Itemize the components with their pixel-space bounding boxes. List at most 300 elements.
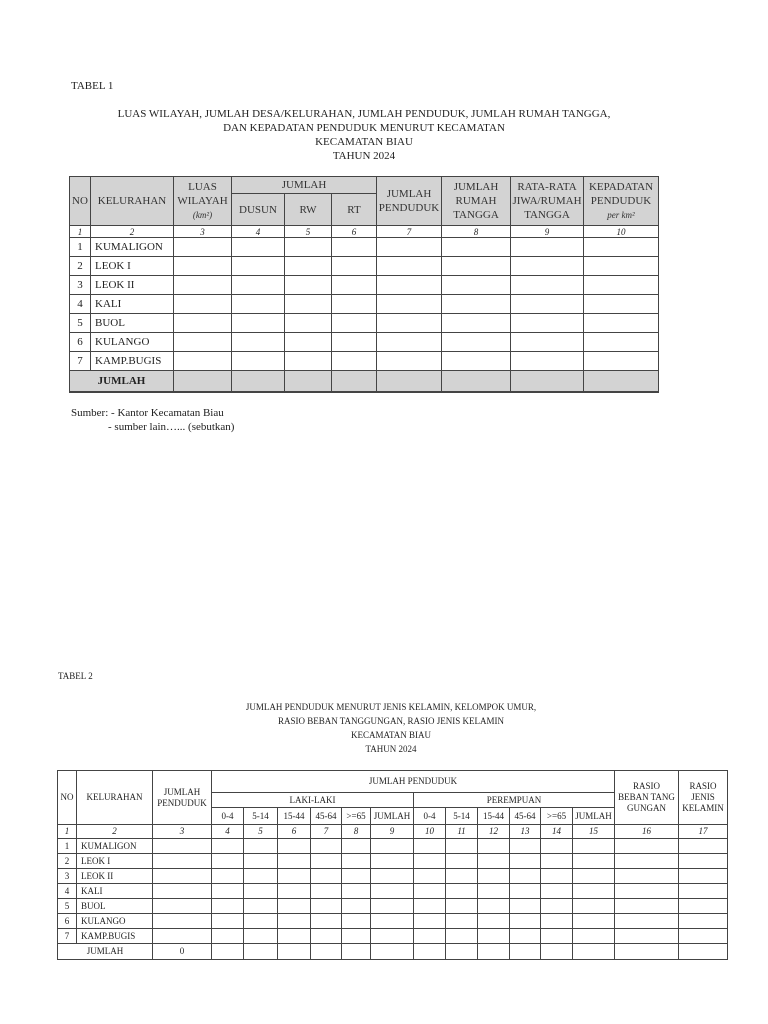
t2-cell [371, 914, 414, 929]
t2-cell [212, 944, 244, 960]
t2-col-number: 2 [77, 825, 153, 839]
t2-total-penduduk: 0 [153, 944, 212, 960]
t1-header-rumah-line: RUMAH [455, 195, 497, 207]
t2-cell [342, 944, 371, 960]
t1-header-rata-line: TANGGA [524, 209, 570, 221]
t2-col-number: 4 [212, 825, 244, 839]
t2-header-perempuan: PEREMPUAN [414, 793, 615, 808]
t1-header-jumlah: JUMLAH [232, 177, 377, 194]
t1-cell [511, 238, 584, 257]
t1-cell [377, 276, 442, 295]
t2-cell [212, 899, 244, 914]
t2-cell [212, 884, 244, 899]
t1-header-rumah-line: TANGGA [453, 209, 499, 221]
t1-col-number: 2 [91, 226, 174, 238]
t2-age-perempuan: 0-4 [414, 808, 446, 825]
table-row [58, 914, 728, 929]
t1-cell [511, 371, 584, 393]
t2-cell [311, 929, 342, 944]
table-row [58, 884, 728, 899]
t2-age-laki: 45-64 [311, 808, 342, 825]
t2-cell [414, 899, 446, 914]
t2-cell [446, 854, 478, 869]
t2-cell [278, 929, 311, 944]
t2-header-laki: LAKI-LAKI [212, 793, 414, 808]
t1-cell [584, 238, 659, 257]
t2-cell [615, 944, 679, 960]
t2-cell [615, 929, 679, 944]
row-number: 4 [58, 884, 77, 899]
t1-cell [232, 371, 285, 393]
t1-header-penduduk-line: PENDUDUK [378, 202, 440, 214]
t1-cell [232, 352, 285, 371]
t1-total-row [70, 371, 659, 393]
t1-total-label: JUMLAH [70, 371, 174, 393]
t1-cell [584, 276, 659, 295]
t2-col-number: 1 [58, 825, 77, 839]
row-number: 6 [58, 914, 77, 929]
t2-cell [414, 854, 446, 869]
t2-cell [278, 854, 311, 869]
t2-age-perempuan: JUMLAH [573, 808, 615, 825]
t2-cell [278, 869, 311, 884]
source-line: Sumber: - Kantor Kecamatan Biau [71, 407, 224, 419]
t1-header-rata [511, 177, 584, 226]
t2-cell [278, 914, 311, 929]
table-row [58, 899, 728, 914]
t2-cell [278, 884, 311, 899]
t2-col-number: 6 [278, 825, 311, 839]
row-number: 1 [70, 238, 91, 257]
t1-header-rt: RT [332, 194, 377, 226]
table-row [58, 839, 728, 854]
t2-col-number: 15 [573, 825, 615, 839]
row-kelurahan: LEOK II [91, 276, 174, 295]
t1-cell [377, 314, 442, 333]
t2-cell [478, 869, 510, 884]
row-kelurahan: LEOK II [77, 869, 153, 884]
t2-cell [679, 944, 728, 960]
t1-header-no: NO [70, 177, 91, 226]
t2-cell [446, 839, 478, 854]
t2-cell [244, 899, 278, 914]
t2-cell [278, 899, 311, 914]
source-note [71, 406, 234, 434]
t1-cell [442, 371, 511, 393]
row-number: 4 [70, 295, 91, 314]
table-row [70, 314, 659, 333]
t2-age-perempuan: 45-64 [510, 808, 541, 825]
t1-header-kepadatan [584, 177, 659, 226]
t2-col-number: 9 [371, 825, 414, 839]
t1-header-rumah [442, 177, 511, 226]
t1-cell [332, 333, 377, 352]
t1-cell [442, 257, 511, 276]
table1-title-line: KECAMATAN BIAU [315, 136, 413, 148]
t2-cell [212, 854, 244, 869]
t1-cell [377, 371, 442, 393]
row-kelurahan: KAMP.BUGIS [91, 352, 174, 371]
t2-cell [371, 884, 414, 899]
table-row [70, 276, 659, 295]
table-row [58, 929, 728, 944]
t2-age-perempuan: 15-44 [478, 808, 510, 825]
t1-header-rata-line: JIWA/RUMAH [512, 195, 582, 207]
t2-cell [446, 944, 478, 960]
t2-cell [541, 839, 573, 854]
t2-cell [573, 944, 615, 960]
t2-cell [153, 869, 212, 884]
t2-header-jp-line: JUMLAH [163, 786, 201, 797]
t2-total-label: JUMLAH [58, 944, 153, 960]
t2-cell [342, 839, 371, 854]
t2-col-number: 12 [478, 825, 510, 839]
t1-col-number: 10 [584, 226, 659, 238]
t2-header-rasio-beban [615, 771, 679, 825]
t2-cell [153, 914, 212, 929]
table-row [70, 352, 659, 371]
table-row [58, 869, 728, 884]
t2-col-number: 16 [615, 825, 679, 839]
table1-title-line: DAN KEPADATAN PENDUDUK MENURUT KECAMATAN [223, 122, 505, 134]
t1-cell [174, 371, 232, 393]
row-number: 6 [70, 333, 91, 352]
t1-cell [332, 276, 377, 295]
t2-cell [414, 884, 446, 899]
t2-header-rjk-line: JENIS [691, 792, 715, 802]
t1-cell [332, 314, 377, 333]
table1-title-line: TAHUN 2024 [332, 150, 396, 162]
t2-col-number: 11 [446, 825, 478, 839]
t1-column-numbers [70, 226, 659, 238]
t2-age-laki: >=65 [342, 808, 371, 825]
t2-cell [615, 839, 679, 854]
table-row [70, 333, 659, 352]
t1-cell [332, 238, 377, 257]
t2-cell [371, 854, 414, 869]
t1-cell [174, 257, 232, 276]
t1-col-number: 7 [377, 226, 442, 238]
t1-cell [285, 276, 332, 295]
t1-cell [332, 352, 377, 371]
t1-header-kepadatan-unit: per km² [607, 210, 635, 220]
t1-cell [332, 257, 377, 276]
table2 [57, 770, 728, 960]
t1-header-luas-line: LUAS [188, 181, 217, 193]
t2-age-laki: JUMLAH [371, 808, 414, 825]
t1-header-kepadatan-line: PENDUDUK [590, 195, 652, 207]
t2-cell [244, 944, 278, 960]
t2-age-laki: 0-4 [212, 808, 244, 825]
t2-cell [478, 854, 510, 869]
t2-cell [342, 869, 371, 884]
t2-header-rbt-line: RASIO [632, 781, 660, 791]
t2-col-number: 13 [510, 825, 541, 839]
t2-cell [679, 869, 728, 884]
t2-cell [371, 869, 414, 884]
t1-cell [511, 314, 584, 333]
t2-col-number: 8 [342, 825, 371, 839]
t2-cell [244, 914, 278, 929]
t1-cell [511, 276, 584, 295]
t1-header-dusun: DUSUN [232, 194, 285, 226]
t2-cell [342, 884, 371, 899]
t2-total-row [58, 944, 728, 960]
t2-age-laki: 15-44 [278, 808, 311, 825]
row-kelurahan: BUOL [91, 314, 174, 333]
row-kelurahan: KALI [91, 295, 174, 314]
t2-cell [446, 929, 478, 944]
table2-title-line: KECAMATAN BIAU [350, 730, 432, 740]
row-kelurahan: KULANGO [77, 914, 153, 929]
t1-col-number: 9 [511, 226, 584, 238]
t2-cell [478, 929, 510, 944]
t2-cell [278, 944, 311, 960]
t2-cell [679, 929, 728, 944]
t1-cell [285, 333, 332, 352]
t2-cell [212, 869, 244, 884]
t1-cell [332, 295, 377, 314]
t2-cell [446, 869, 478, 884]
source-line: - sumber lain…... (sebutkan) [108, 421, 235, 433]
row-kelurahan: KALI [77, 884, 153, 899]
t2-header-group: JUMLAH PENDUDUK [212, 771, 615, 793]
t2-header-rjk-line: RASIO [689, 781, 717, 791]
t2-column-numbers [58, 825, 728, 839]
t1-header-kepadatan-line: KEPADATAN [588, 181, 654, 193]
t1-header-luas-line: WILAYAH [177, 195, 228, 207]
t2-cell [371, 944, 414, 960]
t2-cell [615, 869, 679, 884]
t1-cell [377, 257, 442, 276]
t2-cell [679, 884, 728, 899]
t2-cell [244, 839, 278, 854]
t2-cell [414, 914, 446, 929]
t1-col-number: 5 [285, 226, 332, 238]
t1-header-penduduk-line: JUMLAH [386, 188, 432, 200]
t1-header-luas-unit: (km²) [192, 210, 213, 220]
t1-cell [232, 257, 285, 276]
row-number: 7 [58, 929, 77, 944]
t1-body [70, 238, 659, 371]
table2-title-line: JUMLAH PENDUDUK MENURUT JENIS KELAMIN, KELOMPOK UMUR, [245, 702, 537, 712]
t1-cell [442, 352, 511, 371]
t2-cell [679, 854, 728, 869]
t2-cell [615, 899, 679, 914]
row-kelurahan: KUMALIGON [91, 238, 174, 257]
table-row [70, 238, 659, 257]
t1-cell [584, 295, 659, 314]
t2-col-number: 5 [244, 825, 278, 839]
t2-cell [342, 899, 371, 914]
table2-title-line: TAHUN 2024 [365, 744, 417, 754]
t1-cell [584, 333, 659, 352]
t2-cell [342, 929, 371, 944]
t1-col-number: 4 [232, 226, 285, 238]
t1-cell [285, 295, 332, 314]
row-number: 2 [70, 257, 91, 276]
t2-cell [311, 944, 342, 960]
t1-cell [584, 371, 659, 393]
t2-col-number: 17 [679, 825, 728, 839]
t2-cell [212, 929, 244, 944]
t2-age-perempuan: 5-14 [446, 808, 478, 825]
t2-cell [311, 914, 342, 929]
t1-cell [511, 352, 584, 371]
t2-cell [371, 899, 414, 914]
t2-header-kelurahan: KELURAHAN [77, 771, 153, 825]
t2-cell [311, 839, 342, 854]
row-kelurahan: KULANGO [91, 333, 174, 352]
t2-col-number: 7 [311, 825, 342, 839]
t1-cell [377, 238, 442, 257]
t2-cell [311, 854, 342, 869]
t1-cell [285, 238, 332, 257]
t1-cell [285, 352, 332, 371]
table2-title [0, 700, 768, 756]
row-number: 7 [70, 352, 91, 371]
row-kelurahan: BUOL [77, 899, 153, 914]
table1 [69, 176, 659, 393]
t1-cell [232, 295, 285, 314]
t1-header-rata-line: RATA-RATA [517, 181, 577, 193]
t2-cell [311, 884, 342, 899]
row-number: 2 [58, 854, 77, 869]
t2-cell [541, 899, 573, 914]
t2-cell [510, 839, 541, 854]
t2-col-number: 3 [153, 825, 212, 839]
t1-cell [442, 333, 511, 352]
t1-cell [442, 238, 511, 257]
t2-cell [679, 914, 728, 929]
t2-header-rbt-line: GUNGAN [627, 803, 666, 813]
t2-cell [510, 869, 541, 884]
t2-cell [478, 884, 510, 899]
t2-header-rjk-line: KELAMIN [682, 803, 724, 813]
t2-cell [510, 884, 541, 899]
t2-cell [510, 899, 541, 914]
t2-cell [414, 869, 446, 884]
t2-cell [679, 899, 728, 914]
t1-cell [174, 276, 232, 295]
t1-cell [377, 333, 442, 352]
t2-cell [244, 884, 278, 899]
t2-cell [311, 869, 342, 884]
t2-cell [510, 929, 541, 944]
table-row [58, 854, 728, 869]
t1-cell [584, 257, 659, 276]
t2-cell [679, 839, 728, 854]
t2-cell [541, 929, 573, 944]
t2-col-number: 10 [414, 825, 446, 839]
t2-cell [573, 899, 615, 914]
t2-cell [342, 914, 371, 929]
row-kelurahan: KAMP.BUGIS [77, 929, 153, 944]
t2-cell [478, 944, 510, 960]
t2-age-laki: 5-14 [244, 808, 278, 825]
t1-cell [174, 314, 232, 333]
t1-cell [442, 276, 511, 295]
t2-cell [510, 914, 541, 929]
t2-cell [541, 854, 573, 869]
t1-header-luas [174, 177, 232, 226]
t2-cell [153, 854, 212, 869]
t2-cell [446, 884, 478, 899]
t2-header-no: NO [58, 771, 77, 825]
table2-label: TABEL 2 [58, 671, 93, 681]
t1-cell [232, 333, 285, 352]
t1-col-number: 1 [70, 226, 91, 238]
t2-header-rasio-jenis [679, 771, 728, 825]
t1-header-penduduk [377, 177, 442, 226]
t1-cell [174, 352, 232, 371]
t2-cell [414, 929, 446, 944]
t2-cell [153, 884, 212, 899]
t2-cell [541, 914, 573, 929]
table-row [70, 295, 659, 314]
t2-cell [414, 839, 446, 854]
t2-cell [541, 944, 573, 960]
t1-col-number: 8 [442, 226, 511, 238]
t1-cell [377, 352, 442, 371]
t1-cell [285, 314, 332, 333]
t1-cell [511, 333, 584, 352]
t2-cell [573, 854, 615, 869]
t1-cell [174, 238, 232, 257]
t2-cell [414, 944, 446, 960]
t2-cell [153, 899, 212, 914]
t2-cell [573, 839, 615, 854]
t1-cell [377, 295, 442, 314]
t2-cell [573, 929, 615, 944]
t1-cell [174, 333, 232, 352]
t1-cell [584, 314, 659, 333]
t1-cell [232, 238, 285, 257]
table1-label: TABEL 1 [71, 80, 114, 92]
row-number: 3 [70, 276, 91, 295]
t1-cell [584, 352, 659, 371]
t2-cell [615, 914, 679, 929]
table-row [70, 257, 659, 276]
t1-cell [285, 257, 332, 276]
t2-cell [153, 929, 212, 944]
t1-cell [511, 295, 584, 314]
t2-cell [478, 914, 510, 929]
row-number: 1 [58, 839, 77, 854]
t2-cell [371, 839, 414, 854]
t2-cell [478, 839, 510, 854]
t2-body [58, 839, 728, 944]
t1-cell [232, 314, 285, 333]
t2-cell [573, 869, 615, 884]
t1-cell [174, 295, 232, 314]
t2-cell [342, 854, 371, 869]
t1-header-kelurahan: KELURAHAN [91, 177, 174, 226]
row-number: 3 [58, 869, 77, 884]
t2-header-rbt-line: BEBAN TANG [618, 792, 675, 802]
t2-cell [212, 839, 244, 854]
t2-cell [278, 839, 311, 854]
t1-cell [332, 371, 377, 393]
t2-cell [244, 869, 278, 884]
t2-header-jumlah-penduduk [153, 771, 212, 825]
t2-header-jp-line: PENDUDUK [157, 797, 207, 808]
t2-age-perempuan: >=65 [541, 808, 573, 825]
row-kelurahan: LEOK I [91, 257, 174, 276]
t2-cell [510, 854, 541, 869]
row-kelurahan: LEOK I [77, 854, 153, 869]
row-number: 5 [58, 899, 77, 914]
